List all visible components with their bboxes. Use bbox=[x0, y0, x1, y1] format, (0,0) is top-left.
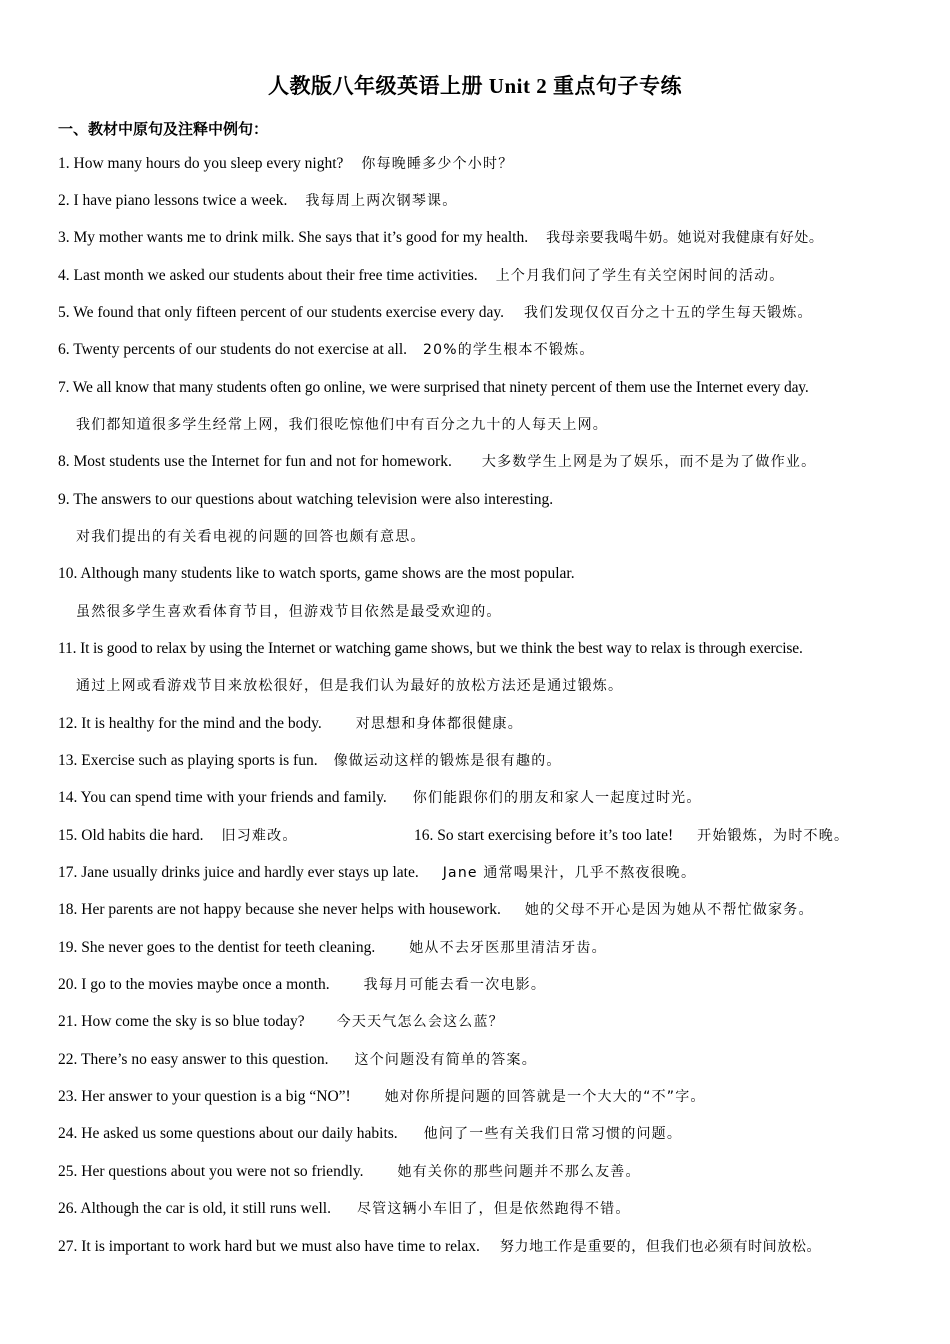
sentence-10-translation bbox=[76, 602, 936, 622]
sentence-5 bbox=[58, 303, 918, 323]
page-title: 人教版八年级英语上册 Unit 2 重点句子专练 bbox=[268, 74, 682, 98]
sentence-en: 14. You can spend time with your friends and family. bbox=[58, 789, 387, 806]
section-heading: 一、教材中原句及注释中例句： bbox=[58, 122, 269, 138]
sentence-zh: 她对你所提问题的回答就是一个大大的“不”字。 bbox=[384, 1089, 706, 1105]
sentence-en: 25. Her questions about you were not so friendly. bbox=[58, 1163, 364, 1180]
sentence-11-translation bbox=[76, 676, 936, 696]
sentence-en: 4. Last month we asked our students about their free time activities. bbox=[58, 267, 478, 284]
sentence-en: 21. How come the sky is so blue today? bbox=[58, 1013, 305, 1030]
sentence-en: 17. Jane usually drinks juice and hardly ever stays up late. bbox=[58, 864, 419, 881]
sentence-7-translation bbox=[76, 415, 936, 435]
sentence-zh: 上个月我们问了学生有关空闲时间的活动。 bbox=[495, 268, 785, 284]
sentence-zh: 对思想和身体都很健康。 bbox=[355, 716, 523, 732]
sentence-21 bbox=[58, 1012, 918, 1032]
sentence-zh: 你们能跟你们的朋友和家人一起度过时光。 bbox=[412, 790, 702, 806]
sentence-zh: 开始锻炼，为时不晚。 bbox=[697, 828, 850, 844]
sentence-en: 5. We found that only fifteen percent of our students exercise every day. bbox=[58, 304, 504, 321]
sentence-20 bbox=[58, 975, 918, 995]
sentence-14 bbox=[58, 788, 918, 808]
sentence-en: 26. Although the car is old, it still runs well. bbox=[58, 1200, 331, 1217]
sentence-11 bbox=[58, 639, 918, 659]
sentence-en: 6. Twenty percents of our students do not exercise at all. bbox=[58, 341, 408, 358]
sentence-en: 16. So start exercising before it’s too late! bbox=[414, 827, 674, 844]
sentence-18 bbox=[58, 900, 918, 920]
sentence-en: 1. How many hours do you sleep every night? bbox=[58, 155, 344, 172]
sentence-17 bbox=[58, 863, 918, 883]
sentence-3 bbox=[58, 228, 918, 248]
sentence-19 bbox=[58, 938, 918, 958]
sentence-zh: 努力地工作是重要的，但我们也必须有时间放松。 bbox=[499, 1239, 822, 1255]
sentence-en: 8. Most students use the Internet for fun and not for homework. bbox=[58, 453, 452, 470]
sentence-zh: Jane 通常喝果汁，几乎不熬夜很晚。 bbox=[442, 865, 697, 881]
sentence-2 bbox=[58, 191, 918, 211]
sentence-6 bbox=[58, 340, 918, 360]
sentence-zh: 你每晚睡多少个小时？ bbox=[361, 156, 514, 172]
sentence-en: 23. Her answer to your question is a big “NO”! bbox=[58, 1088, 351, 1105]
sentence-en: 3. My mother wants me to drink milk. She says that it’s good for my health. bbox=[58, 229, 529, 246]
sentence-en: 10. Although many students like to watch sports, game shows are the most popular. bbox=[58, 565, 575, 582]
sentence-zh: 她从不去牙医那里清洁牙齿。 bbox=[409, 940, 607, 956]
sentence-en: 7. We all know that many students often go online, we were surprised that ninety percent of them use the Internet every day. bbox=[58, 379, 809, 396]
sentence-23 bbox=[58, 1087, 918, 1107]
sentence-zh: 我每周上两次钢琴课。 bbox=[305, 193, 458, 209]
sentence-22 bbox=[58, 1050, 918, 1070]
sentence-zh: 今天天气怎么会这么蓝？ bbox=[336, 1014, 504, 1030]
sentence-zh: 我们都知道很多学生经常上网，我们很吃惊他们中有百分之九十的人每天上网。 bbox=[76, 417, 608, 433]
sentence-zh: 我们发现仅仅百分之十五的学生每天锻炼。 bbox=[523, 305, 813, 321]
sentence-en: 22. There’s no easy answer to this question. bbox=[58, 1051, 329, 1068]
sentence-zh: 她的父母不开心是因为她从不帮忙做家务。 bbox=[524, 902, 814, 918]
sentence-9-translation bbox=[76, 527, 936, 547]
sentence-24 bbox=[58, 1124, 918, 1144]
sentence-4 bbox=[58, 266, 918, 286]
sentence-zh: 尽管这辆小车旧了，但是依然跑得不错。 bbox=[356, 1201, 631, 1217]
sentence-en: 18. Her parents are not happy because she never helps with housework. bbox=[58, 901, 501, 918]
sentence-en: 19. She never goes to the dentist for teeth cleaning. bbox=[58, 939, 376, 956]
sentence-en: 13. Exercise such as playing sports is fun. bbox=[58, 752, 318, 769]
sentence-27 bbox=[58, 1237, 918, 1257]
sentence-zh: 这个问题没有简单的答案。 bbox=[354, 1052, 537, 1068]
sentence-en: 20. I go to the movies maybe once a month. bbox=[58, 976, 330, 993]
sentence-10 bbox=[58, 564, 918, 584]
sentence-en: 15. Old habits die hard. bbox=[58, 827, 204, 844]
sentence-zh: 20%的学生根本不锻炼。 bbox=[423, 342, 595, 358]
sentence-zh: 我母亲要我喝牛奶。她说对我健康有好处。 bbox=[546, 230, 824, 246]
sentence-en: 24. He asked us some questions about our daily habits. bbox=[58, 1125, 398, 1142]
sentence-en: 11. It is good to relax by using the Internet or watching game shows, but we think the best way to relax is through exercise. bbox=[58, 640, 803, 657]
sentence-zh: 我每月可能去看一次电影。 bbox=[363, 977, 547, 993]
sentence-zh: 虽然很多学生喜欢看体育节目，但游戏节目依然是最受欢迎的。 bbox=[76, 604, 502, 620]
sentence-8 bbox=[58, 452, 918, 472]
sentence-en: 12. It is healthy for the mind and the body. bbox=[58, 715, 322, 732]
sentence-12 bbox=[58, 714, 918, 734]
sentence-zh: 对我们提出的有关看电视的问题的回答也颇有意思。 bbox=[76, 529, 426, 545]
sentence-16 bbox=[414, 826, 914, 846]
sentence-zh: 像做运动这样的锻炼是很有趣的。 bbox=[333, 753, 562, 769]
sentence-7 bbox=[58, 378, 918, 398]
sentence-zh: 大多数学生上网是为了娱乐，而不是为了做作业。 bbox=[481, 454, 817, 470]
sentence-26 bbox=[58, 1199, 918, 1219]
sentence-zh: 她有关你的那些问题并不那么友善。 bbox=[397, 1164, 641, 1180]
sentence-en: 2. I have piano lessons twice a week. bbox=[58, 192, 288, 209]
sentence-zh: 通过上网或看游戏节目来放松很好，但是我们认为最好的放松方法还是通过锻炼。 bbox=[76, 678, 624, 694]
sentence-25 bbox=[58, 1162, 918, 1182]
sentence-13 bbox=[58, 751, 918, 771]
sentence-zh: 他问了一些有关我们日常习惯的问题。 bbox=[423, 1126, 683, 1142]
sentence-9 bbox=[58, 490, 918, 510]
sentence-1 bbox=[58, 154, 918, 174]
sentence-en: 9. The answers to our questions about watching television were also interesting. bbox=[58, 491, 554, 508]
sentence-en: 27. It is important to work hard but we must also have time to relax. bbox=[58, 1238, 480, 1255]
sentence-zh: 旧习难改。 bbox=[221, 828, 298, 844]
